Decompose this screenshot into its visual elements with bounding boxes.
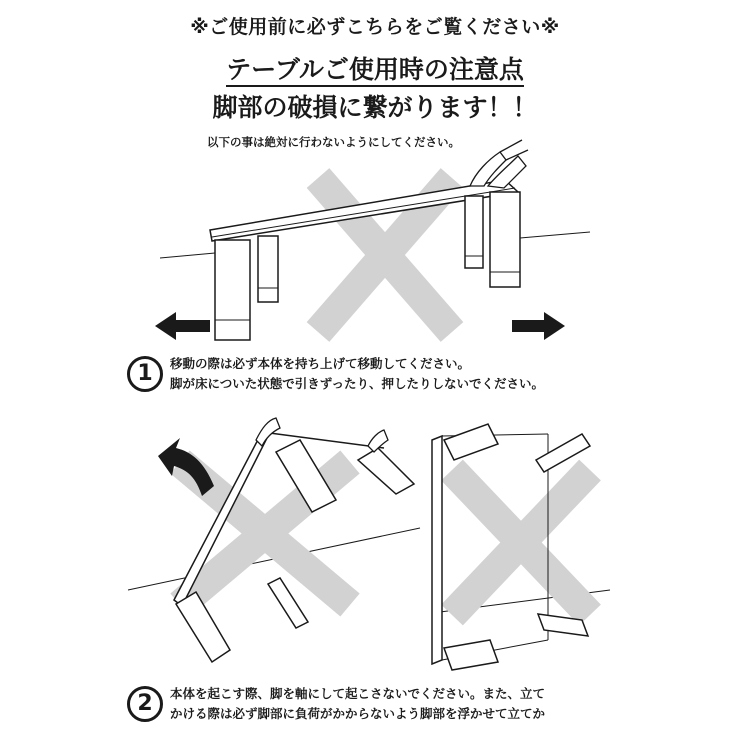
arrow-right-icon <box>512 312 565 340</box>
notice-heading: ※ご使用前に必ずこちらをご覧ください※ <box>190 16 560 38</box>
step-2-text <box>170 684 545 724</box>
step-number-2: 2 <box>127 686 163 722</box>
step-1-text <box>170 354 544 394</box>
page-title <box>0 50 750 86</box>
intro-text: 以下の事は絶対に行わないようにしてください。 <box>207 135 460 149</box>
hands <box>470 140 528 188</box>
page-title-text: テーブルご使用時の注意点 <box>226 55 524 87</box>
step-number-1: 1 <box>127 356 163 392</box>
step-1-line-1: 移動の際は必ず本体を持ち上げて移動してください。 <box>170 356 471 371</box>
page-subtitle: 脚部の破損に繋がります！！ <box>212 93 538 122</box>
illustration-stand-on-legs <box>432 424 610 670</box>
illustration-pivot-on-legs <box>128 418 420 662</box>
prohibited-cross-3 <box>452 470 590 615</box>
arrow-left-icon <box>155 312 210 340</box>
step-2-line-2: かける際は必ず脚部に負荷がかからないよう脚部を浮かせて立てか <box>170 706 546 721</box>
illustration-drag-table <box>155 140 590 340</box>
step-2-line-1: 本体を起こす際、脚を軸にして起こさないでください。また、立て <box>170 686 546 701</box>
step-1-line-2: 脚が床についた状態で引きずったり、押したりしないでください。 <box>170 376 545 391</box>
